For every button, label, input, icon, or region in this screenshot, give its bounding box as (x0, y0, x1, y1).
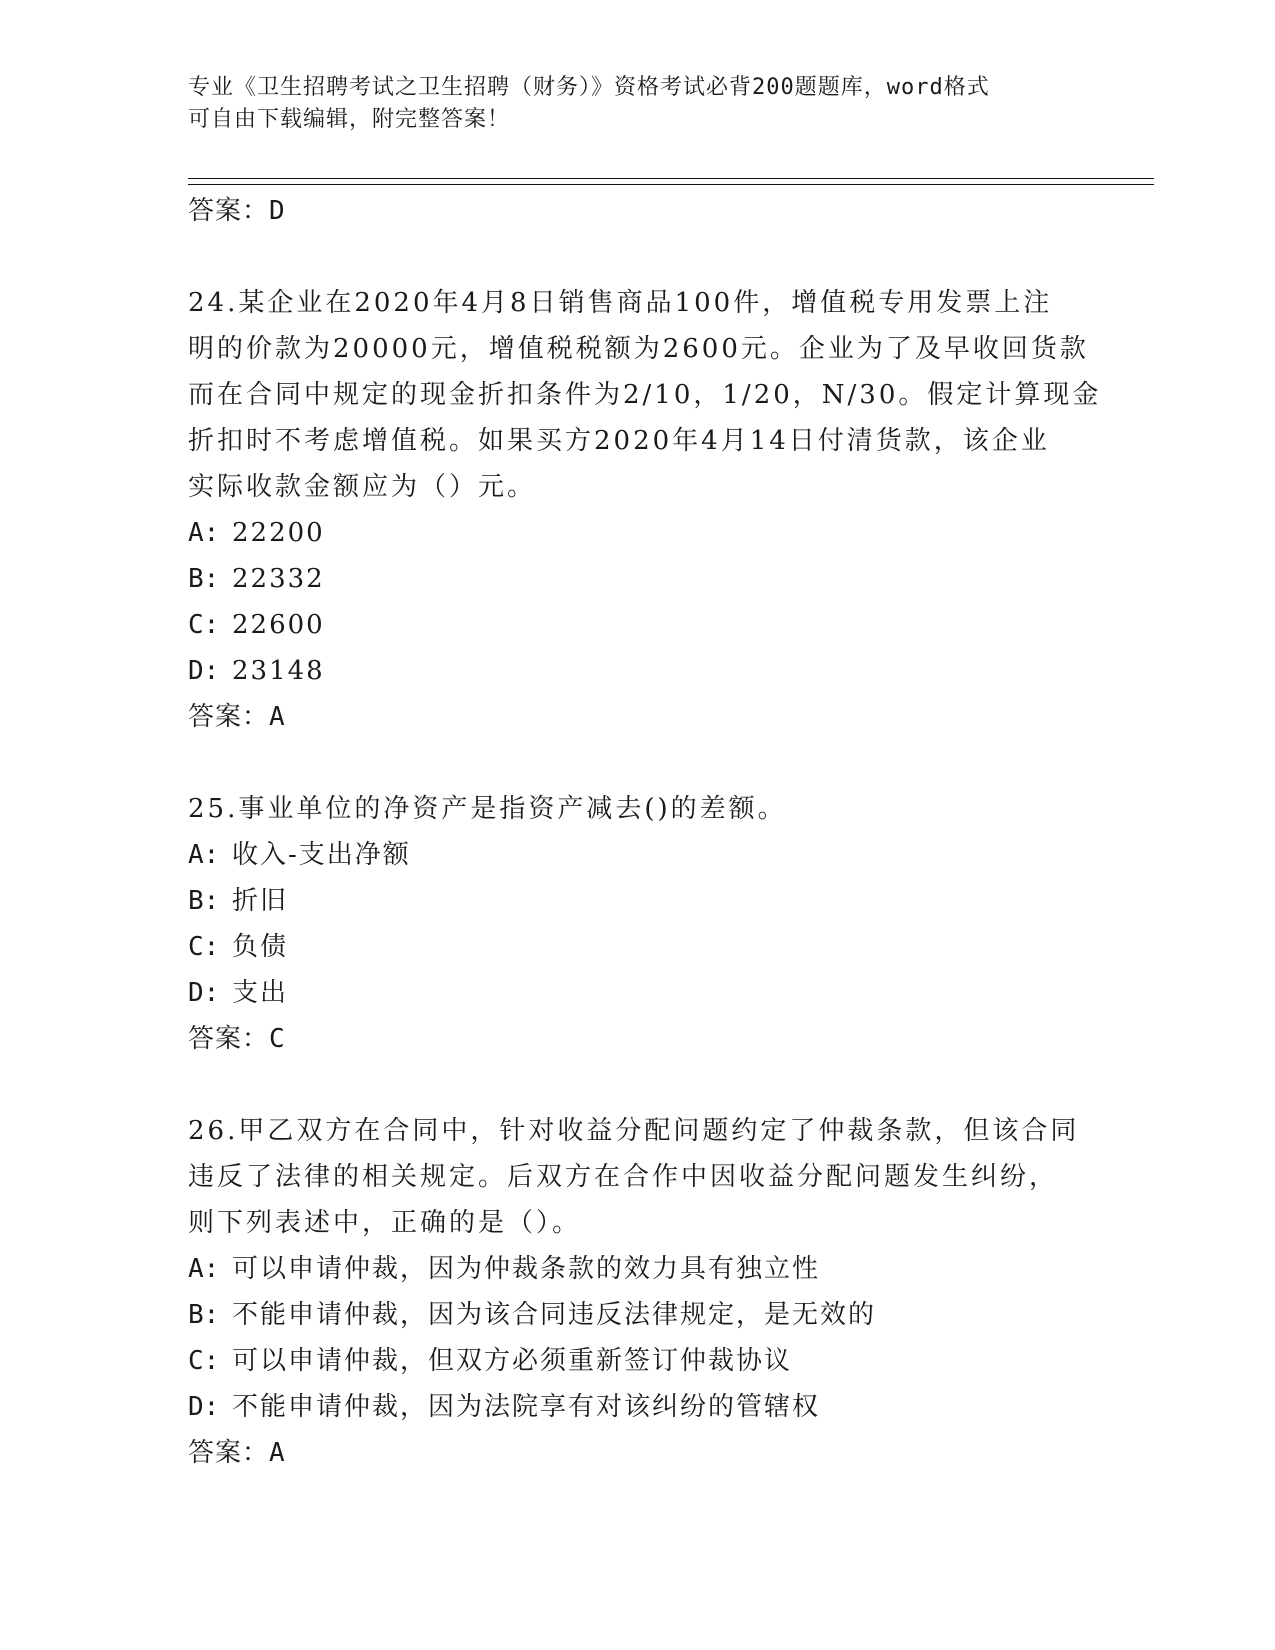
option-text: 22600 (232, 610, 325, 640)
option-text: 收入-支出净额 (232, 840, 411, 870)
option-key: B: (188, 564, 220, 594)
option-text: 支出 (232, 978, 289, 1008)
question-answer: 答案：A (188, 1438, 286, 1468)
option-key: B: (188, 1300, 220, 1330)
option-b (188, 1292, 1088, 1338)
option-key: D: (188, 978, 220, 1008)
spacer (188, 1062, 1088, 1108)
document-body (188, 188, 1102, 1476)
question-text-line: 25.事业单位的净资产是指资产减去()的差额。 (188, 794, 787, 824)
option-a (188, 832, 1088, 878)
option-d (188, 970, 1088, 1016)
header-line-1: 专业《卫生招聘考试之卫生招聘（财务）》资格考试必背200题题库，word格式 (188, 75, 990, 100)
spacer (188, 740, 1088, 786)
option-c (188, 602, 1088, 648)
option-text: 可以申请仲裁，因为仲裁条款的效力具有独立性 (232, 1254, 821, 1284)
option-a (188, 1246, 1088, 1292)
option-d (188, 648, 1088, 694)
question-text-line: 明的价款为20000元，增值税税额为2600元。企业为了及早收回货款 (188, 334, 1089, 364)
question-26 (188, 1108, 1088, 1476)
option-text: 负债 (232, 932, 289, 962)
option-key: B: (188, 886, 220, 916)
option-key: C: (188, 610, 220, 640)
option-c (188, 924, 1088, 970)
option-key: C: (188, 1346, 220, 1376)
question-answer: 答案：A (188, 702, 286, 732)
option-key: D: (188, 656, 220, 686)
question-text-line: 26.甲乙双方在合同中，针对收益分配问题约定了仲裁条款，但该合同 (188, 1116, 1080, 1146)
question-25 (188, 786, 1088, 1062)
option-key: C: (188, 932, 220, 962)
option-key: D: (188, 1392, 220, 1422)
option-a (188, 510, 1088, 556)
option-b (188, 556, 1088, 602)
document-header (188, 72, 1088, 136)
option-key: A: (188, 1254, 220, 1284)
question-text-line: 折扣时不考虑增值税。如果买方2020年4月14日付清货款，该企业 (188, 426, 1050, 456)
option-text: 22332 (232, 564, 325, 594)
option-c (188, 1338, 1088, 1384)
option-key: A: (188, 840, 220, 870)
question-text-line: 24.某企业在2020年4月8日销售商品100件，增值税专用发票上注 (188, 288, 1053, 318)
spacer (188, 234, 1088, 280)
option-text: 23148 (232, 656, 325, 686)
option-text: 22200 (232, 518, 325, 548)
question-text-line: 则下列表述中，正确的是（）。 (188, 1208, 582, 1238)
option-text: 可以申请仲裁，但双方必须重新签订仲裁协议 (232, 1346, 793, 1376)
previous-answer: 答案：D (188, 196, 286, 226)
question-answer: 答案：C (188, 1024, 286, 1054)
header-divider-bottom (188, 184, 1154, 185)
header-line-2: 可自由下载编辑，附完整答案！ (188, 107, 511, 132)
option-d (188, 1384, 1088, 1430)
option-text: 折旧 (232, 886, 289, 916)
option-text: 不能申请仲裁，因为该合同违反法律规定，是无效的 (232, 1300, 877, 1330)
option-text: 不能申请仲裁，因为法院享有对该纠纷的管辖权 (232, 1392, 821, 1422)
option-b (188, 878, 1088, 924)
question-text-line: 而在合同中规定的现金折扣条件为2/10，1/20，N/30。假定计算现金 (188, 380, 1102, 410)
question-text-line: 违反了法律的相关规定。后双方在合作中因收益分配问题发生纠纷， (188, 1162, 1059, 1192)
question-24 (188, 280, 1102, 740)
option-key: A: (188, 518, 220, 548)
question-text-line: 实际收款金额应为（）元。 (188, 472, 537, 502)
header-divider-top (188, 178, 1154, 179)
